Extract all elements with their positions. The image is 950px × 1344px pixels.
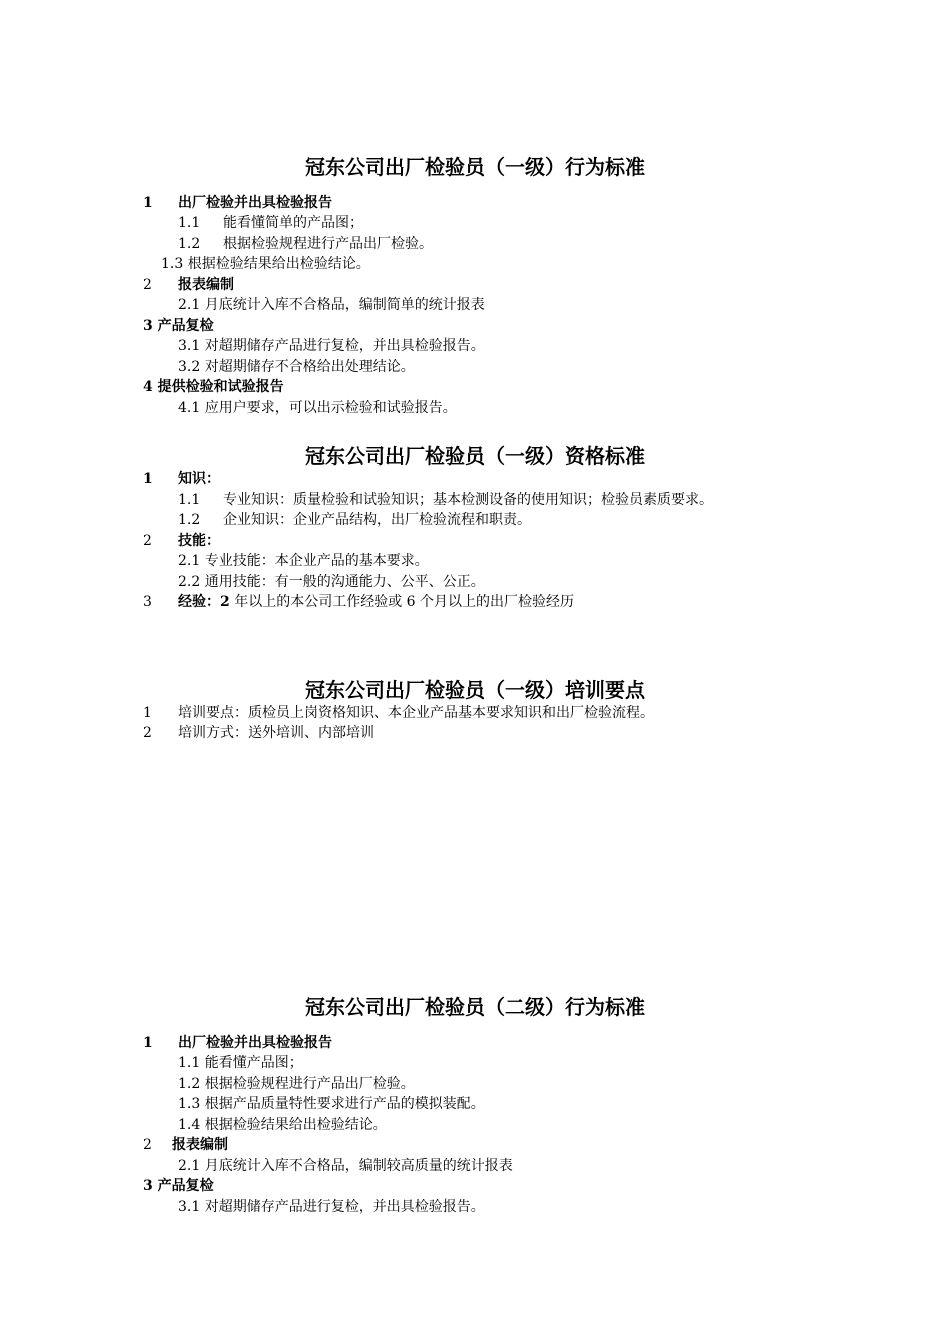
- item-number: 2: [143, 1137, 152, 1153]
- subitem-text: 2.1 月底统计入库不合格品，编制较高质量的统计报表: [178, 1158, 513, 1174]
- item-heading: 报表编制: [178, 277, 234, 293]
- subitem-text: 1.1 能看懂产品图；: [178, 1055, 303, 1071]
- subitem-text: 1.2 根据检验规程进行产品出厂检验。: [178, 1076, 415, 1092]
- subitem-text: 2.2 通用技能：有一般的沟通能力、公平、公正。: [178, 574, 485, 590]
- experience-text: 年以上的本公司工作经验或 6 个月以上的出厂检验经历: [234, 594, 575, 610]
- section-title-training-level1: 冠东公司出厂检验员（一级）培训要点: [305, 678, 645, 702]
- item-heading: 4 提供检验和试验报告: [143, 379, 284, 395]
- subitem-text: 根据检验规程进行产品出厂检验。: [223, 236, 433, 252]
- item-heading: 技能：: [178, 533, 220, 549]
- section-title-behavior-level2: 冠东公司出厂检验员（二级）行为标准: [305, 995, 645, 1019]
- item-text: 培训方式：送外培训、内部培训: [178, 725, 374, 741]
- subitem-text: 能看懂简单的产品图；: [223, 215, 363, 231]
- section-title-behavior-level1: 冠东公司出厂检验员（一级）行为标准: [305, 155, 645, 179]
- item-number: 1: [143, 705, 152, 721]
- subitem-text: 2.1 月底统计入库不合格品，编制简单的统计报表: [178, 297, 485, 313]
- subitem-text: 专业知识：质量检验和试验知识；基本检测设备的使用知识；检验员素质要求。: [223, 492, 713, 508]
- item-number: 2: [143, 277, 152, 293]
- subitem-text: 3.2 对超期储存不合格给出处理结论。: [178, 359, 415, 375]
- subitem-text: 2.1 专业技能：本企业产品的基本要求。: [178, 553, 429, 569]
- subitem-text: 企业知识：企业产品结构，出厂检验流程和职责。: [223, 512, 531, 528]
- experience-years: 2: [220, 594, 230, 610]
- item-heading: 3 产品复检: [143, 318, 214, 334]
- section-title-qualification-level1: 冠东公司出厂检验员（一级）资格标准: [305, 444, 645, 468]
- item-heading: 出厂检验并出具检验报告: [178, 195, 332, 211]
- item-number: 2: [143, 533, 152, 549]
- subitem-text: 1.4 根据检验结果给出检验结论。: [178, 1117, 387, 1133]
- item-number: 1: [143, 195, 153, 211]
- item-text: 培训要点：质检员上岗资格知识、本企业产品基本要求知识和出厂检验流程。: [178, 705, 654, 721]
- item-number: 1: [143, 1035, 153, 1051]
- item-heading: 出厂检验并出具检验报告: [178, 1035, 332, 1051]
- item-heading: 报表编制: [172, 1137, 228, 1153]
- experience-line: [178, 592, 574, 612]
- subitem-number: 1.1: [178, 492, 201, 508]
- item-heading: 知识：: [178, 471, 220, 487]
- experience-label: 经验：: [178, 594, 220, 610]
- subitem-number: 1.1: [178, 215, 201, 231]
- item-number: 3: [143, 594, 152, 610]
- subitem-text: 1.3 根据检验结果给出检验结论。: [161, 256, 370, 272]
- item-number: 2: [143, 725, 152, 741]
- item-heading: 3 产品复检: [143, 1178, 214, 1194]
- subitem-text: 3.1 对超期储存产品进行复检，并出具检验报告。: [178, 1199, 485, 1215]
- subitem-text: 1.3 根据产品质量特性要求进行产品的模拟装配。: [178, 1096, 485, 1112]
- item-number: 1: [143, 471, 153, 487]
- subitem-number: 1.2: [178, 512, 201, 528]
- subitem-text: 4.1 应用户要求，可以出示检验和试验报告。: [178, 400, 457, 416]
- subitem-text: 3.1 对超期储存产品进行复检，并出具检验报告。: [178, 338, 485, 354]
- subitem-number: 1.2: [178, 236, 201, 252]
